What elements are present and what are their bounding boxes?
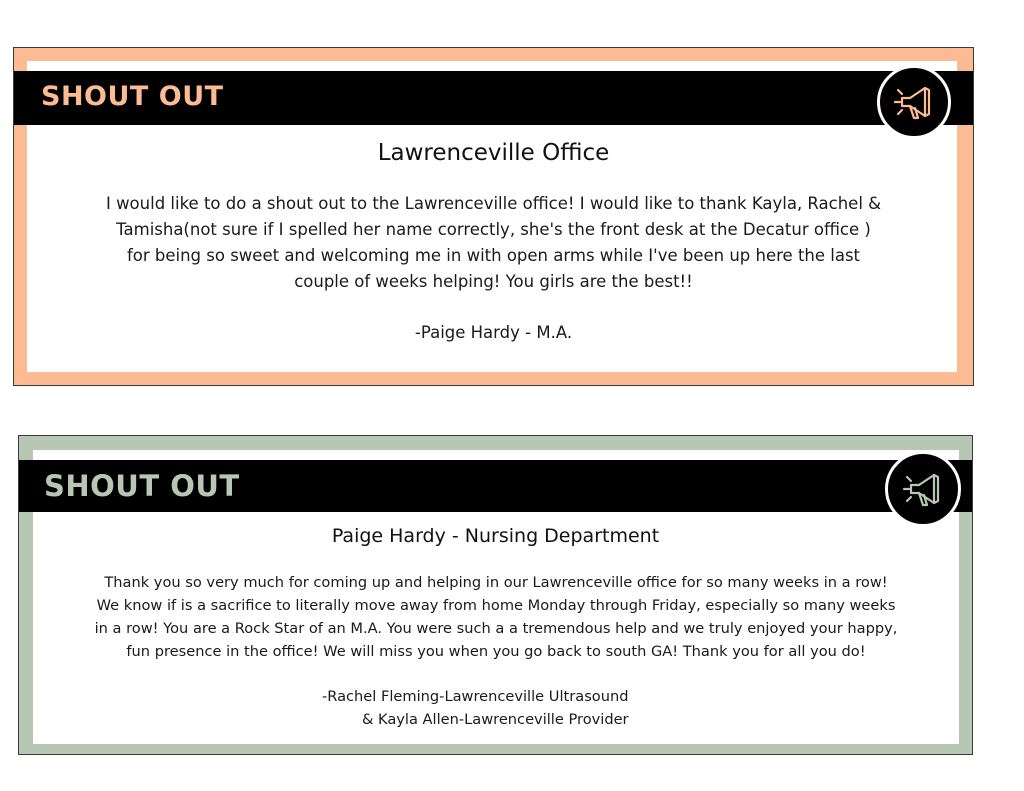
shout-out-message	[34, 191, 953, 295]
card-title: Lawrenceville Office	[377, 140, 610, 166]
message-line: in a row! You are a Rock Star of an M.A. You were such a a tremendous help and we truly enjoyed your happy,	[94, 620, 898, 637]
megaphone-icon	[885, 451, 961, 527]
message-line: couple of weeks helping! You girls are the best!!	[294, 272, 693, 291]
shout-out-card-2	[18, 435, 973, 755]
message-line: I would like to do a shout out to the Lawrenceville office! I would like to thank Kayla, Rachel &	[105, 194, 882, 213]
shout-out-card-1	[13, 47, 974, 386]
message-line: We know if is a sacrifice to literally move away from home Monday through Friday, especially so many weeks	[96, 597, 896, 614]
signature-line: -Rachel Fleming-Lawrenceville Ultrasound	[322, 688, 629, 705]
megaphone-icon	[877, 65, 951, 139]
message-line: Tamisha(not sure if I spelled her name correctly, she's the front desk at the Decatur office )	[116, 220, 871, 239]
message-line: for being so sweet and welcoming me in with open arms while I've been up here the last	[126, 246, 861, 265]
message-line: fun presence in the office! We will miss you when you go back to south GA! Thank you for all you do!	[126, 643, 866, 660]
signature: -Paige Hardy - M.A.	[414, 323, 573, 342]
shout-out-message	[33, 571, 959, 663]
banner-label: SHOUT OUT	[44, 469, 240, 503]
signature-line: & Kayla Allen-Lawrenceville Provider	[362, 711, 629, 728]
message-line: Thank you so very much for coming up and helping in our Lawrenceville office for so many weeks in a row!	[104, 574, 888, 591]
card-title: Paige Hardy - Nursing Department	[331, 525, 660, 547]
banner-label: SHOUT OUT	[41, 81, 224, 112]
